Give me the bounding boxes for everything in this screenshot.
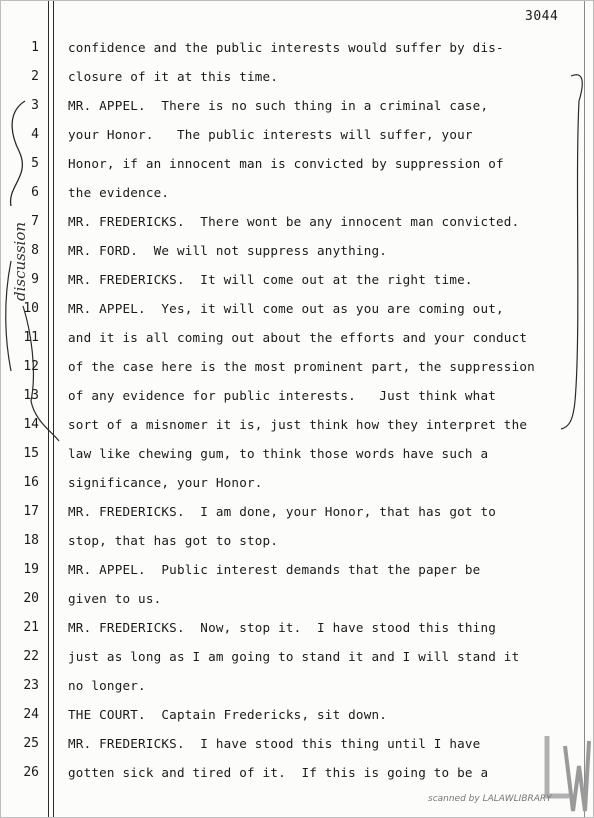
- transcript-line: [1, 98, 593, 127]
- transcript-line: [1, 40, 593, 69]
- line-text: MR. FREDERICKS. I have stood this thing until I have: [68, 736, 481, 751]
- line-number: 12: [23, 359, 39, 374]
- transcript-line: [1, 156, 593, 185]
- line-text: confidence and the public interests would suffer by dis-: [68, 40, 504, 55]
- transcript-line: [1, 562, 593, 591]
- line-number: 18: [23, 533, 39, 548]
- line-number: 13: [23, 388, 39, 403]
- line-text: given to us.: [68, 591, 162, 606]
- line-text: and it is all coming out about the efforts and your conduct: [68, 330, 528, 345]
- line-text: THE COURT. Captain Fredericks, sit down.: [68, 707, 388, 722]
- transcript-line: [1, 359, 593, 388]
- line-text: MR. APPEL. Public interest demands that the paper be: [68, 562, 481, 577]
- page-number: 3044: [525, 9, 559, 24]
- line-number: 23: [23, 678, 39, 693]
- line-number: 2: [31, 69, 39, 84]
- line-number: 1: [31, 40, 39, 55]
- line-text: of any evidence for public interests. Just think what: [68, 388, 497, 403]
- transcript-line: [1, 736, 593, 765]
- line-text: MR. FREDERICKS. There wont be any innocent man convicted.: [68, 214, 520, 229]
- line-text: MR. FREDERICKS. Now, stop it. I have stood this thing: [68, 620, 497, 635]
- transcript-line: [1, 533, 593, 562]
- transcript-line: [1, 301, 593, 330]
- transcript-line: [1, 243, 593, 272]
- line-number: 8: [31, 243, 39, 258]
- line-text: stop, that has got to stop.: [68, 533, 279, 548]
- line-text: MR. FORD. We will not suppress anything.: [68, 243, 388, 258]
- transcript-line: [1, 272, 593, 301]
- transcript-line: [1, 214, 593, 243]
- line-number: 19: [23, 562, 39, 577]
- transcript-line: [1, 504, 593, 533]
- scan-credit-footer: scanned by LALAWLIBRARY: [428, 794, 552, 804]
- line-text: just as long as I am going to stand it and I will stand it: [68, 649, 520, 664]
- line-text: your Honor. The public interests will suffer, your: [68, 127, 473, 142]
- line-number: 24: [23, 707, 39, 722]
- line-text: closure of it at this time.: [68, 69, 279, 84]
- line-number: 3: [31, 98, 39, 113]
- transcript-line: [1, 388, 593, 417]
- line-text: MR. FREDERICKS. I am done, your Honor, that has got to: [68, 504, 497, 519]
- line-text: the evidence.: [68, 185, 170, 200]
- transcript-line: [1, 330, 593, 359]
- line-number: 22: [23, 649, 39, 664]
- transcript-line: [1, 127, 593, 156]
- line-number: 14: [23, 417, 39, 432]
- line-text: gotten sick and tired of it. If this is going to be a: [68, 765, 489, 780]
- line-text: sort of a misnomer it is, just think how they interpret the: [68, 417, 528, 432]
- line-number: 16: [23, 475, 39, 490]
- line-number: 25: [23, 736, 39, 751]
- line-number: 17: [23, 504, 39, 519]
- line-number: 26: [23, 765, 39, 780]
- line-text: of the case here is the most prominent part, the suppression: [68, 359, 535, 374]
- line-number: 11: [23, 330, 39, 345]
- line-number: 6: [31, 185, 39, 200]
- line-number: 15: [23, 446, 39, 461]
- line-number: 9: [31, 272, 39, 287]
- line-text: Honor, if an innocent man is convicted by suppression of: [68, 156, 504, 171]
- transcript-line: [1, 707, 593, 736]
- transcript-line: [1, 185, 593, 214]
- transcript-line: [1, 69, 593, 98]
- transcript-line: [1, 765, 593, 794]
- transcript-line: [1, 446, 593, 475]
- transcript-line: [1, 620, 593, 649]
- line-text: no longer.: [68, 678, 146, 693]
- line-number: 5: [31, 156, 39, 171]
- margin-annotation-text: discussion: [11, 221, 29, 301]
- line-text: MR. APPEL. There is no such thing in a criminal case,: [68, 98, 489, 113]
- line-text: law like chewing gum, to think those words have such a: [68, 446, 489, 461]
- line-text: MR. FREDERICKS. It will come out at the right time.: [68, 272, 473, 287]
- line-number: 10: [23, 301, 39, 316]
- line-text: significance, your Honor.: [68, 475, 263, 490]
- transcript-line: [1, 475, 593, 504]
- transcript-line: [1, 649, 593, 678]
- line-number: 20: [23, 591, 39, 606]
- line-number: 7: [31, 214, 39, 229]
- transcript-line: [1, 591, 593, 620]
- line-text: MR. APPEL. Yes, it will come out as you are coming out,: [68, 301, 504, 316]
- line-number: 21: [23, 620, 39, 635]
- transcript-line: [1, 678, 593, 707]
- line-number: 4: [31, 127, 39, 142]
- transcript-line: [1, 417, 593, 446]
